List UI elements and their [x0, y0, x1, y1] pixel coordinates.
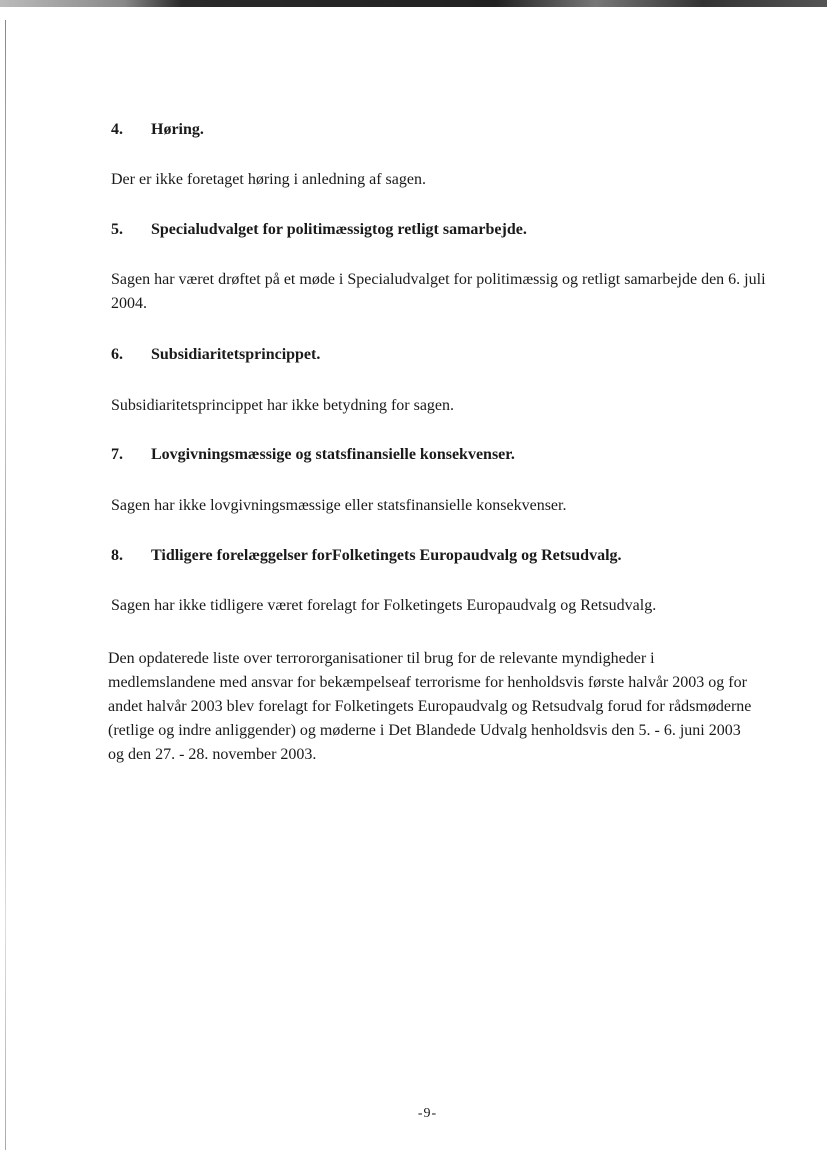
section-8-body: Sagen har ikke tidligere været forelagt for Folketingets Europaudvalg og Retsudvalg. [111, 597, 657, 614]
section-6-heading [111, 345, 320, 365]
section-number: 7. [111, 446, 123, 463]
closing-paragraph: Den opdaterede liste over terrororganisationer til brug for de relevante myndigheder i medlemslandene med ansvar for bekæmpelseaf terrorisme for henholdsvis første halvår 2003 og for andet halvår 2003 blev forelagt for Folketingets Europaudvalg og Retsudvalg forud for rådsmøderne (retlige og indre anliggender) og møderne i Det Blandede Udvalg henholdsvis den 5. - 6. juni 2003 og den 27. - 28. november 2003. [108, 650, 752, 763]
section-title: Specialudvalget for politimæssigtog retligt samarbejde. [151, 221, 527, 238]
section-title: Tidligere forelæggelser forFolketingets Europaudvalg og Retsudvalg. [151, 547, 622, 564]
section-number: 6. [111, 346, 123, 363]
section-4-body: Der er ikke foretaget høring i anledning af sagen. [111, 171, 426, 188]
section-title: Lovgivningsmæssige og statsfinansielle konsekvenser. [151, 446, 515, 463]
section-5-heading [111, 220, 527, 240]
page-number: -9- [417, 1106, 438, 1121]
section-7-body: Sagen har ikke lovgivningsmæssige eller statsfinansielle konsekvenser. [111, 497, 567, 514]
section-6-body: Subsidiaritetsprincippet har ikke betydning for sagen. [111, 397, 455, 414]
section-4-heading [111, 120, 204, 140]
section-7-heading [111, 445, 515, 465]
section-title: Subsidiaritetsprincippet. [151, 346, 321, 363]
section-number: 5. [111, 221, 123, 238]
section-5-body: Sagen har været drøftet på et møde i Specialudvalget for politimæssig og retligt samarbejde den 6. juli 2004. [111, 271, 766, 312]
section-number: 4. [111, 121, 123, 138]
section-title: Høring. [151, 121, 204, 138]
section-8-heading [111, 546, 622, 566]
section-number: 8. [111, 547, 123, 564]
